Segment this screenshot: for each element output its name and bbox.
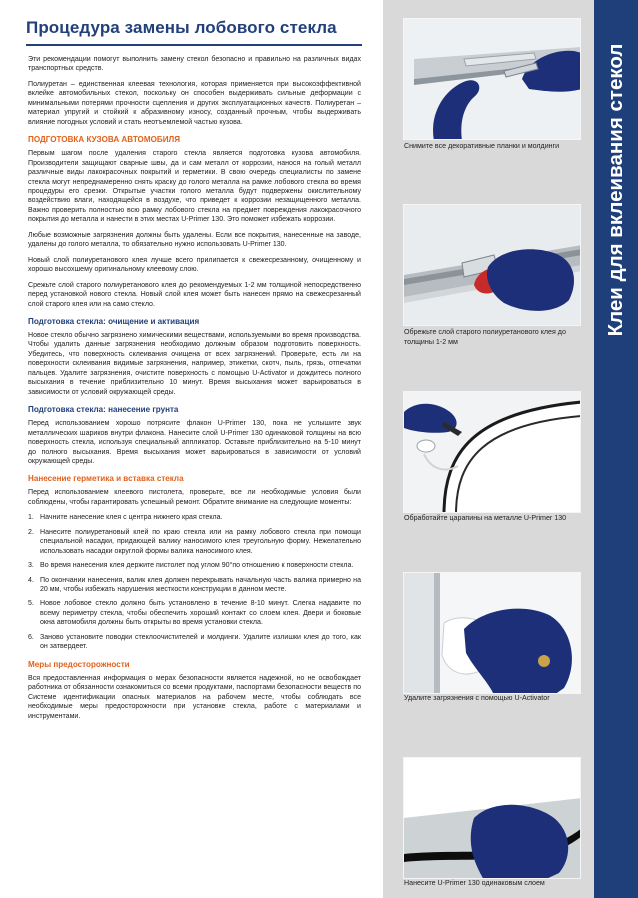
list-item [28, 528, 361, 556]
figure-caption: Удалите загрязнения с помощью U-Activator [404, 694, 550, 702]
photo-treat-scratches [403, 391, 581, 513]
figure-caption: Обработайте царапины на металле U-Primer 130 [404, 514, 567, 522]
glove-applicator-illustration [404, 758, 581, 879]
section-paragraph: Срежьте слой старого полиуретанового клея до рекомендуемых 1-2 мм толщиной непосредственно перед установкой нового стекла. Новый слой клея может быть нанесен прямо на свежесрезанный слой старого клея или на само стекло. [28, 281, 361, 308]
step-text: Нанесите полиуретановый клей по краю стекла или на рамку лобового стекла при помощи специальной насадки, придающей валику наносимого клея треугольную форму. Нежелательно использовать насадки округлой формы валика наносимого клея. [40, 528, 361, 555]
section-paragraph: Новый слой полиуретанового клея лучше всего прилипается к свежесрезанному, очищенному и хорошо высохшему оригинальному клеевому слою. [28, 256, 361, 274]
car-frame-illustration [404, 392, 581, 513]
step-text: Новое лобовое стекло должно быть установлено в течение 8-10 минут. Слегка надавите по всему периметру стекла, чтобы обеспечить хороший контакт со слоем клея. Двери и боковые окна автомобиля должны быть открыты во время установки стекла. [40, 600, 361, 627]
figure-caption: Обрежьте слой старого полиуретанового клея до толщины 1-2 мм [404, 328, 566, 346]
step-number: 5. [28, 600, 34, 608]
step-text: По окончании нанесения, валик клея должен перекрывать начальную часть валика примерно на 20 мм, чтобы избежать нарушения жесткости конструкции в данном месте. [40, 576, 361, 594]
section-paragraph: Перед использованием клеевого пистолета, проверьте, все ли необходимые условия были соблюдены, чтобы гарантировать успешный ремонт. Обратите внимание на следующие моменты: [28, 489, 361, 506]
photo-apply-primer [403, 757, 581, 879]
list-item [28, 513, 361, 522]
section-paragraph: Перед использованием хорошо потрясите флакон U-Primer 130, пока не услышите звук металлических шариков внутри флакона. Нанесите слой U-Primer 130 одинаковой толщины на всю поверхность стекла, используя специальный аппликатор. Оставьте приблизительно на 5-10 минут до полного высыхания. Время высыхания может варьироваться в зависимости от условий окружающей среды. [28, 420, 361, 465]
list-item [28, 599, 361, 627]
section-paragraph: Вся предоставленная информация о мерах безопасности является надежной, но не освобождает работника от обязанности ознакомиться со всеми продуктами, паспортами безопасности веществ по Системе идентификации опасных материалов на рабочем месте, чтобы соблюдать все необходимые меры предосторожности при установке стекла, работе с материалами и инструментами. [28, 674, 361, 720]
photo-remove-contaminants [403, 572, 581, 694]
intro-paragraph: Полиуретан – единственная клеевая технология, которая применяется при высокоэффективной вклейке автомобильных стекол, поскольку он способен выдерживать сильные деформации с минимальными потерями прочности сцепления и других эксплуатационных качеств. Полиуретан – материал упругий и стойкий к абразивному износу, созданный прочным, чтобы выдерживать влияние погодных условий и стать неотъемлемой частью кузова. [28, 80, 361, 126]
page-title: Процедура замены лобового стекла [26, 18, 337, 37]
list-item [28, 561, 361, 570]
figure-caption: Нанесите U-Primer 130 одинаковым слоем [404, 879, 545, 887]
step-number: 6. [28, 633, 34, 641]
step-text: Начните нанесение клея с центра нижнего края стекла. [40, 514, 223, 522]
list-item [28, 633, 361, 652]
list-item [28, 576, 361, 595]
figure-caption: Снимите все декоративные планки и молдинги [404, 142, 560, 150]
article-body [28, 55, 361, 727]
glove-hand-illustration [404, 19, 581, 140]
step-text: Во время нанесения клея держите пистолет под углом 90°по отношению к поверхности стекла. [40, 562, 354, 570]
section-heading: Нанесение герметика и вставка стекла [28, 474, 184, 484]
steps-list [28, 513, 361, 651]
section-heading: Меры предосторожности [28, 659, 130, 669]
section-paragraph: Новое стекло обычно загрязнено химическими веществами, используемыми во время производства. Чтобы удалить данные загрязнения необходимо должным образом подготовить поверхность. Убедитесь, что поверхность склеивания очищена от всех загрязнений. Проверьте, есть ли на поверхности склеивания видимые загрязнения, например, этикетки, скотч, пыль, грязь, отпечатки пальцев. Удалите загрязнения, очистите поверхность с помощью U-Activator и дождитесь полного высыхания в течение приблизительно 10 минут. Время высыхания может варьироваться в зависимости от условий окружающей среды. [28, 331, 361, 396]
section-heading: Подготовка стекла: очищение и активация [28, 316, 200, 326]
glove-knife-illustration [404, 205, 581, 326]
section-paragraph: Первым шагом после удаления старого стекла является подготовка кузова автомобиля. Производители защищают сварные швы, да и сам металл от коррозии, нанося на голый металл различные виды лакокрасочных покрытий и герметики. В свою очередь специалисты по замене стекла могут непреднамеренно снять краску до голого металла на рамке лобового стекла во время процедуры его срезки. Открытые участки голого металла будут подвержены окислительному воздействию влаги, находящейся в воздухе, что приведет к коррозии незащищенного металла. Важно проверить полностью всю рамку лобового стекла на предмет повреждения лакокрасочного покрытия до металла и нанести в этих местах U-Primer 130. Это поможет избежать коррозии. [28, 150, 361, 224]
step-text: Заново установите поводки стеклоочистителей и молдинги. Удалите излишки клея до того, как он затвердеет. [40, 633, 361, 651]
section-heading: ПОДГОТОВКА КУЗОВА АВТОМОБИЛЯ [28, 135, 181, 145]
photo-remove-moldings [403, 18, 581, 140]
step-number: 4. [28, 576, 34, 584]
intro-paragraph: Эти рекомендации помогут выполнить замену стекол безопасно и правильно на различных видах транспортных средств. [28, 56, 361, 73]
step-number: 2. [28, 528, 34, 536]
title-divider [26, 44, 362, 46]
photo-cut-adhesive [403, 204, 581, 326]
step-number: 1. [28, 514, 34, 522]
glove-cloth-illustration [404, 573, 581, 694]
side-banner-title: Клеи для вклеивания стекол [604, 43, 627, 337]
section-heading: Подготовка стекла: нанесение грунта [28, 405, 179, 415]
section-paragraph: Любые возможные загрязнения должны быть удалены. Если все покрытия, нанесенные на заводе, удалены до голого металла, то обязательно нужно использовать U-Primer 130. [28, 231, 361, 249]
step-number: 3. [28, 562, 34, 570]
